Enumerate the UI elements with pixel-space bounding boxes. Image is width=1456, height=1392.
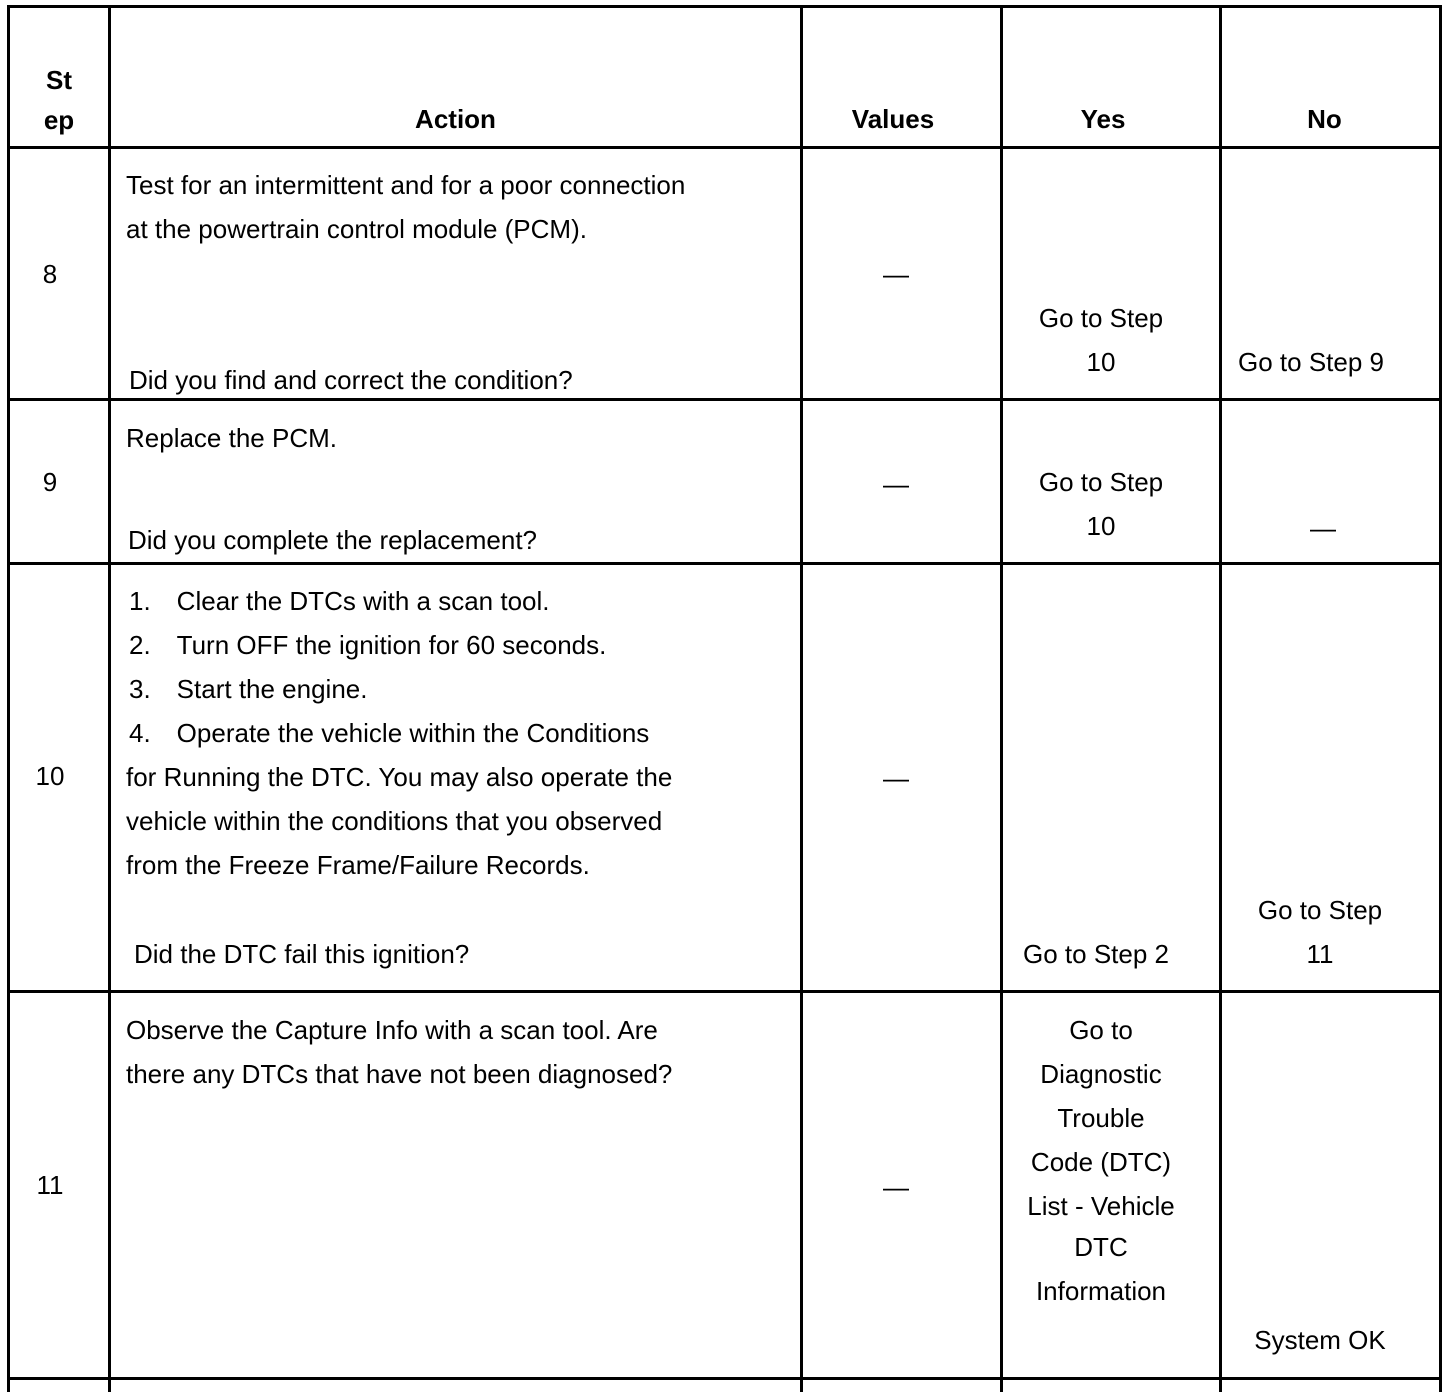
header-yes: Yes [1080,104,1126,134]
yes-line: 10 [1086,511,1116,541]
yes-line: Go to Step [1038,467,1164,497]
action-line: 2. Turn OFF the ignition for 60 seconds. [129,630,607,660]
yes-line: Go to [1069,1015,1133,1045]
header-values: Values [851,104,935,134]
row-divider [7,990,1442,993]
yes-line: 10 [1086,347,1116,377]
table-border-top [7,5,1442,8]
no-cell: System OK [1254,1325,1386,1355]
values-cell: — [883,1172,909,1202]
action-question: Did the DTC fail this ignition? [134,939,470,969]
header-action: Action [415,104,496,134]
yes-cell [1003,460,1199,548]
action-question: Did you find and correct the condition? [129,365,573,395]
step-number: 11 [36,1170,64,1200]
yes-line: Information [1035,1276,1167,1306]
values-cell: — [883,469,909,499]
action-line: 3. Start the engine. [129,674,368,704]
yes-line: Go to Step [1038,303,1164,333]
yes-line: List - Vehicle [1027,1191,1175,1221]
yes-cell: Go to Step 2 [1023,939,1169,969]
action-line: for Running the DTC. You may also operate the [126,762,673,792]
action-text: Replace the PCM. [126,423,337,453]
yes-line: DTC [1074,1232,1128,1262]
action-line: Test for an intermittent and for a poor connection [126,170,686,200]
action-line: at the powertrain control module (PCM). [126,214,587,244]
step-number: 8 [42,259,58,289]
column-divider [108,5,111,1392]
yes-line: Trouble [1057,1103,1145,1133]
header-step-line1: St [46,65,72,95]
yes-line: Code (DTC) [1030,1147,1172,1177]
action-line: vehicle within the conditions that you observed [126,806,663,836]
action-line: 4. Operate the vehicle within the Conditions [129,718,650,748]
column-divider [1219,5,1222,1392]
action-line: 1. Clear the DTCs with a scan tool. [129,586,550,616]
no-line: 11 [1306,939,1334,969]
step-number: 9 [42,467,58,497]
yes-cell [1003,1008,1199,1313]
yes-line: Diagnostic [1040,1059,1162,1089]
action-text [126,579,672,887]
header-no: No [1307,104,1342,134]
values-cell: — [883,763,909,793]
no-cell: — [1310,513,1336,543]
table-border-right [1439,5,1442,1392]
step-number: 10 [35,761,65,791]
action-text [126,163,685,251]
yes-cell [1003,296,1199,384]
action-line: Observe the Capture Info with a scan tool. Are [126,1015,658,1045]
row-divider [7,562,1442,565]
action-line: there any DTCs that have not been diagnosed? [126,1059,673,1089]
header-divider [7,146,1442,149]
action-question: Did you complete the replacement? [128,525,538,555]
table-border-bottom [7,1377,1442,1380]
action-line: from the Freeze Frame/Failure Records. [126,850,590,880]
no-cell [1222,888,1418,976]
no-cell: Go to Step 9 [1238,347,1384,377]
header-step [10,58,108,142]
header-step-line2: ep [43,105,75,135]
values-cell: — [883,259,909,289]
action-text [126,1008,672,1096]
no-line: Go to Step [1257,895,1383,925]
